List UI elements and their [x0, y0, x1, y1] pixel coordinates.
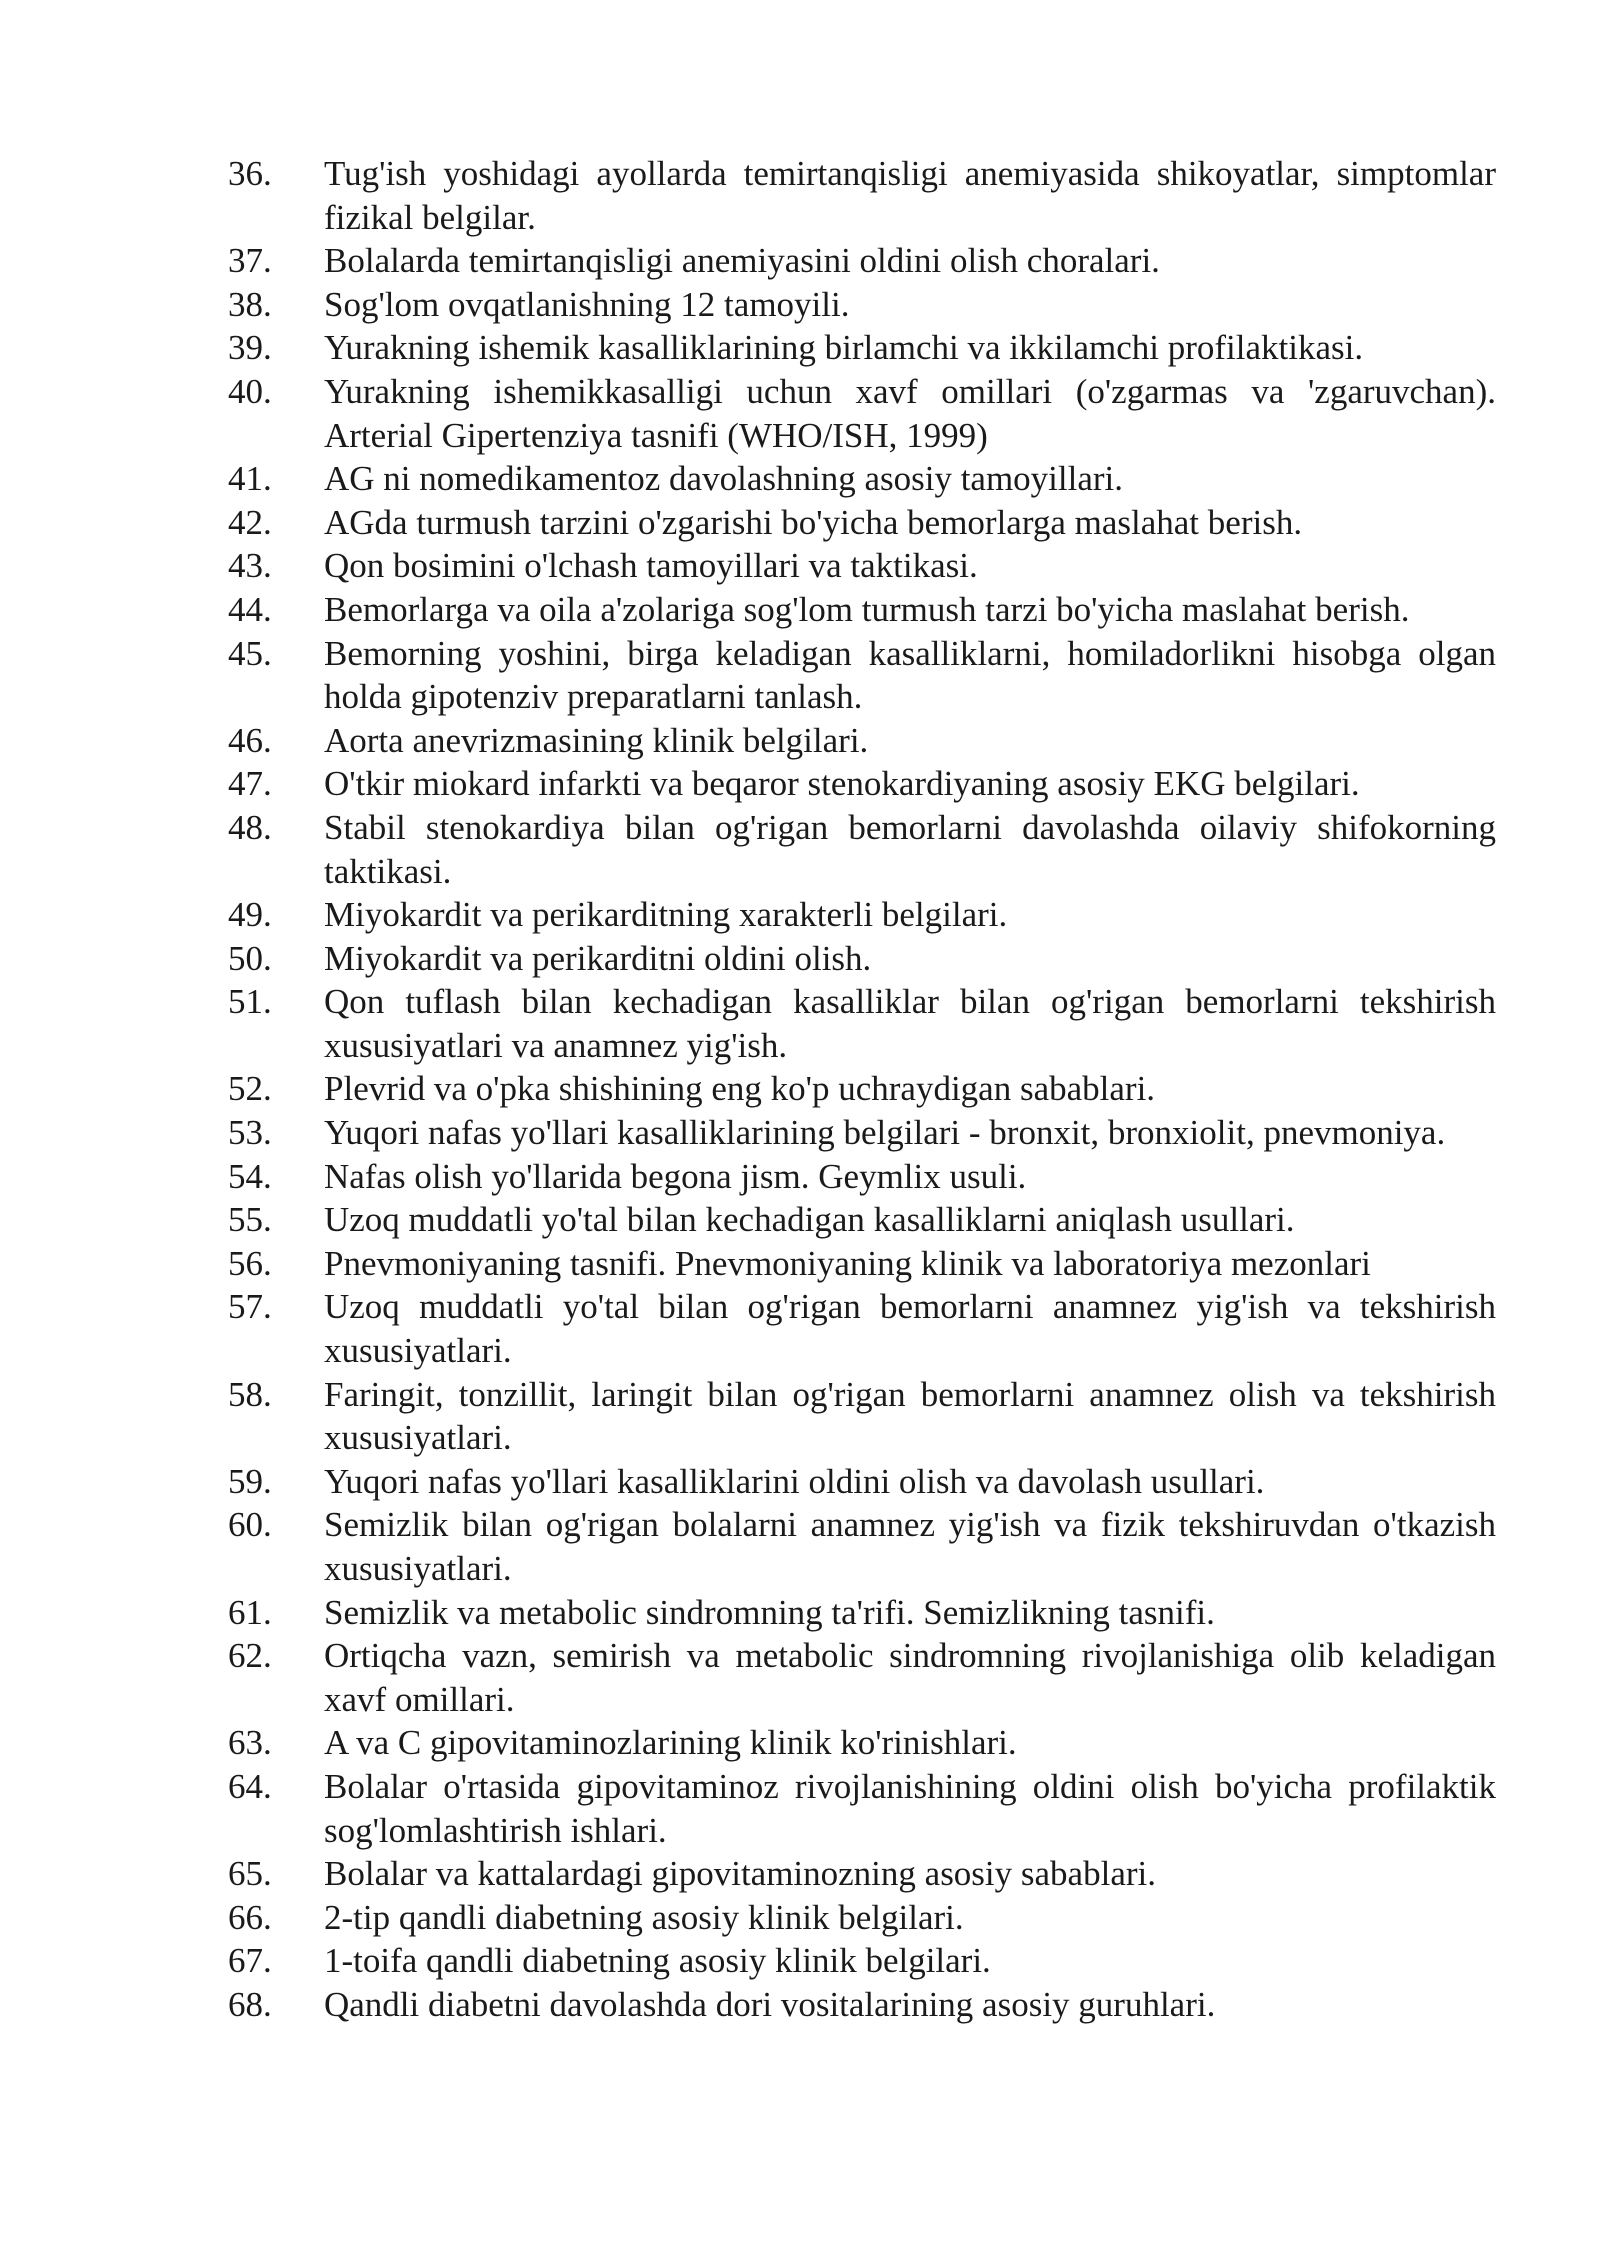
item-number: 65. [228, 1854, 272, 1894]
item-text: Bolalarda temirtanqisligi anemiyasini oldini olish choralari. [324, 241, 1160, 281]
item-text: A va C gipovitaminozlarining klinik ko'rinishlari. [324, 1723, 1017, 1763]
list-item [228, 326, 1496, 370]
item-text: Uzoq muddatli yo'tal bilan kechadigan kasalliklarni aniqlash usullari. [324, 1200, 1295, 1240]
list-item [228, 1111, 1496, 1155]
item-text: Yuqori nafas yo'llari kasalliklarining belgilari - bronxit, bronxiolit, pnevmoniya. [324, 1113, 1446, 1153]
item-number: 67. [228, 1941, 272, 1981]
item-text: Pnevmoniyaning tasnifi. Pnevmoniyaning klinik va laboratoriya mezonlari [324, 1243, 1371, 1283]
list-item [228, 1460, 1496, 1504]
item-text: 2-tip qandli diabetning asosiy klinik belgilari. [324, 1897, 964, 1937]
item-number: 39. [228, 328, 272, 368]
list-item [228, 1852, 1496, 1896]
item-text: Faringit, tonzillit, laringit bilan og'rigan bemorlarni anamnez olish va tekshirish xususiyatlari. [324, 1374, 1496, 1458]
list-item [228, 762, 1496, 806]
item-number: 55. [228, 1200, 272, 1240]
item-text: Yurakning ishemik kasalliklarining birlamchi va ikkilamchi profilaktikasi. [324, 328, 1364, 368]
item-number: 47. [228, 764, 272, 804]
list-item [228, 1242, 1496, 1286]
item-text: 1-toifa qandli diabetning asosiy klinik belgilari. [324, 1941, 991, 1981]
item-number: 57. [228, 1287, 272, 1327]
list-item [228, 719, 1496, 763]
item-text: Bemorning yoshini, birga keladigan kasalliklarni, homiladorlikni hisobga olgan holda gipotenziv preparatlarni tanlash. [324, 633, 1496, 717]
item-text: Nafas olish yo'llarida begona jism. Geymlix usuli. [324, 1156, 1027, 1196]
list-item [228, 1067, 1496, 1111]
list-item [228, 937, 1496, 981]
item-number: 63. [228, 1723, 272, 1763]
item-number: 62. [228, 1636, 272, 1676]
item-text: Sog'lom ovqatlanishning 12 tamoyili. [324, 284, 850, 324]
item-text: Bemorlarga va oila a'zolariga sog'lom turmush tarzi bo'yicha maslahat berish. [324, 589, 1410, 629]
item-number: 60. [228, 1505, 272, 1545]
item-text: Miyokardit va perikarditni oldini olish. [324, 938, 872, 978]
item-text: O'tkir miokard infarkti va beqaror stenokardiyaning asosiy EKG belgilari. [324, 764, 1360, 804]
list-item [228, 283, 1496, 327]
item-text: Ortiqcha vazn, semirish va metabolic sindromning rivojlanishiga olib keladigan xavf omillari. [324, 1636, 1496, 1719]
list-item [228, 152, 1496, 239]
item-number: 48. [228, 807, 272, 847]
item-number: 37. [228, 241, 272, 281]
item-number: 61. [228, 1592, 272, 1632]
item-number: 36. [228, 154, 272, 193]
list-item [228, 1591, 1496, 1635]
item-text: Tug'ish yoshidagi ayollarda temirtanqisligi anemiyasida shikoyatlar, simptomlar fizikal belgilar. [324, 154, 1496, 237]
list-item [228, 980, 1496, 1067]
list-item [228, 544, 1496, 588]
item-number: 64. [228, 1766, 272, 1806]
list-item [228, 1285, 1496, 1372]
list-item [228, 632, 1496, 719]
list-item [228, 1198, 1496, 1242]
item-number: 52. [228, 1069, 272, 1109]
item-number: 38. [228, 284, 272, 324]
item-number: 41. [228, 459, 272, 499]
item-number: 56. [228, 1243, 272, 1283]
item-text: Qandli diabetni davolashda dori vositalarining asosiy guruhlari. [324, 1984, 1216, 2024]
item-number: 68. [228, 1984, 272, 2024]
list-item [228, 1634, 1496, 1721]
item-number: 66. [228, 1897, 272, 1937]
item-text: Qon tuflash bilan kechadigan kasalliklar bilan og'rigan bemorlarni tekshirish xususiyatlari va anamnez yig'ish. [324, 982, 1496, 1065]
item-text: Yuqori nafas yo'llari kasalliklarini oldini olish va davolash usullari. [324, 1461, 1265, 1501]
item-text: Aorta anevrizmasining klinik belgilari. [324, 720, 869, 760]
item-text: Semizlik bilan og'rigan bolalarni anamnez yig'ish va fizik tekshiruvdan o'tkazish xususiyatlari. [324, 1505, 1496, 1588]
item-number: 43. [228, 546, 272, 586]
item-number: 53. [228, 1113, 272, 1153]
item-text: Plevrid va o'pka shishining eng ko'p uchraydigan sabablari. [324, 1069, 1156, 1109]
list-item [228, 239, 1496, 283]
list-item [228, 1765, 1496, 1852]
item-number: 42. [228, 502, 272, 542]
item-text: Bolalar va kattalardagi gipovitaminozning asosiy sabablari. [324, 1854, 1156, 1894]
item-text: Stabil stenokardiya bilan og'rigan bemorlarni davolashda oilaviy shifokorning taktikasi. [324, 807, 1496, 891]
item-text: AG ni nomedikamentoz davolashning asosiy tamoyillari. [324, 459, 1124, 499]
item-number: 50. [228, 938, 272, 978]
list-item [228, 1721, 1496, 1765]
item-number: 44. [228, 589, 272, 629]
item-text: Bolalar o'rtasida gipovitaminoz rivojlanishining oldini olish bo'yicha profilaktik sog'lomlashtirish ishlari. [324, 1766, 1496, 1850]
item-number: 45. [228, 633, 272, 673]
list-item [228, 457, 1496, 501]
item-number: 51. [228, 982, 272, 1022]
list-item [228, 1983, 1496, 2027]
item-text: Miyokardit va perikarditning xarakterli belgilari. [324, 895, 1008, 935]
list-item [228, 501, 1496, 545]
item-number: 40. [228, 371, 272, 411]
item-text: Qon bosimini o'lchash tamoyillari va taktikasi. [324, 546, 978, 586]
list-item [228, 370, 1496, 457]
item-text: AGda turmush tarzini o'zgarishi bo'yicha bemorlarga maslahat berish. [324, 502, 1303, 542]
list-item [228, 1155, 1496, 1199]
item-text: Yurakning ishemikkasalligi uchun xavf omillari (o'zgarmas va 'zgaruvchan). Arterial Gipertenziya tasnifi (WHO/ISH, 1999) [324, 371, 1496, 455]
list-item [228, 893, 1496, 937]
item-number: 59. [228, 1461, 272, 1501]
item-text: Uzoq muddatli yo'tal bilan og'rigan bemorlarni anamnez yig'ish va tekshirish xususiyatlari. [324, 1287, 1496, 1371]
item-number: 49. [228, 895, 272, 935]
list-item [228, 1373, 1496, 1460]
item-number: 54. [228, 1156, 272, 1196]
question-list [228, 152, 1496, 2027]
item-number: 58. [228, 1374, 272, 1414]
item-number: 46. [228, 720, 272, 760]
list-item [228, 806, 1496, 893]
list-item [228, 1896, 1496, 1940]
list-item [228, 1939, 1496, 1983]
item-text: Semizlik va metabolic sindromning ta'rifi. Semizlikning tasnifi. [324, 1592, 1215, 1632]
list-item [228, 1503, 1496, 1590]
list-item [228, 588, 1496, 632]
